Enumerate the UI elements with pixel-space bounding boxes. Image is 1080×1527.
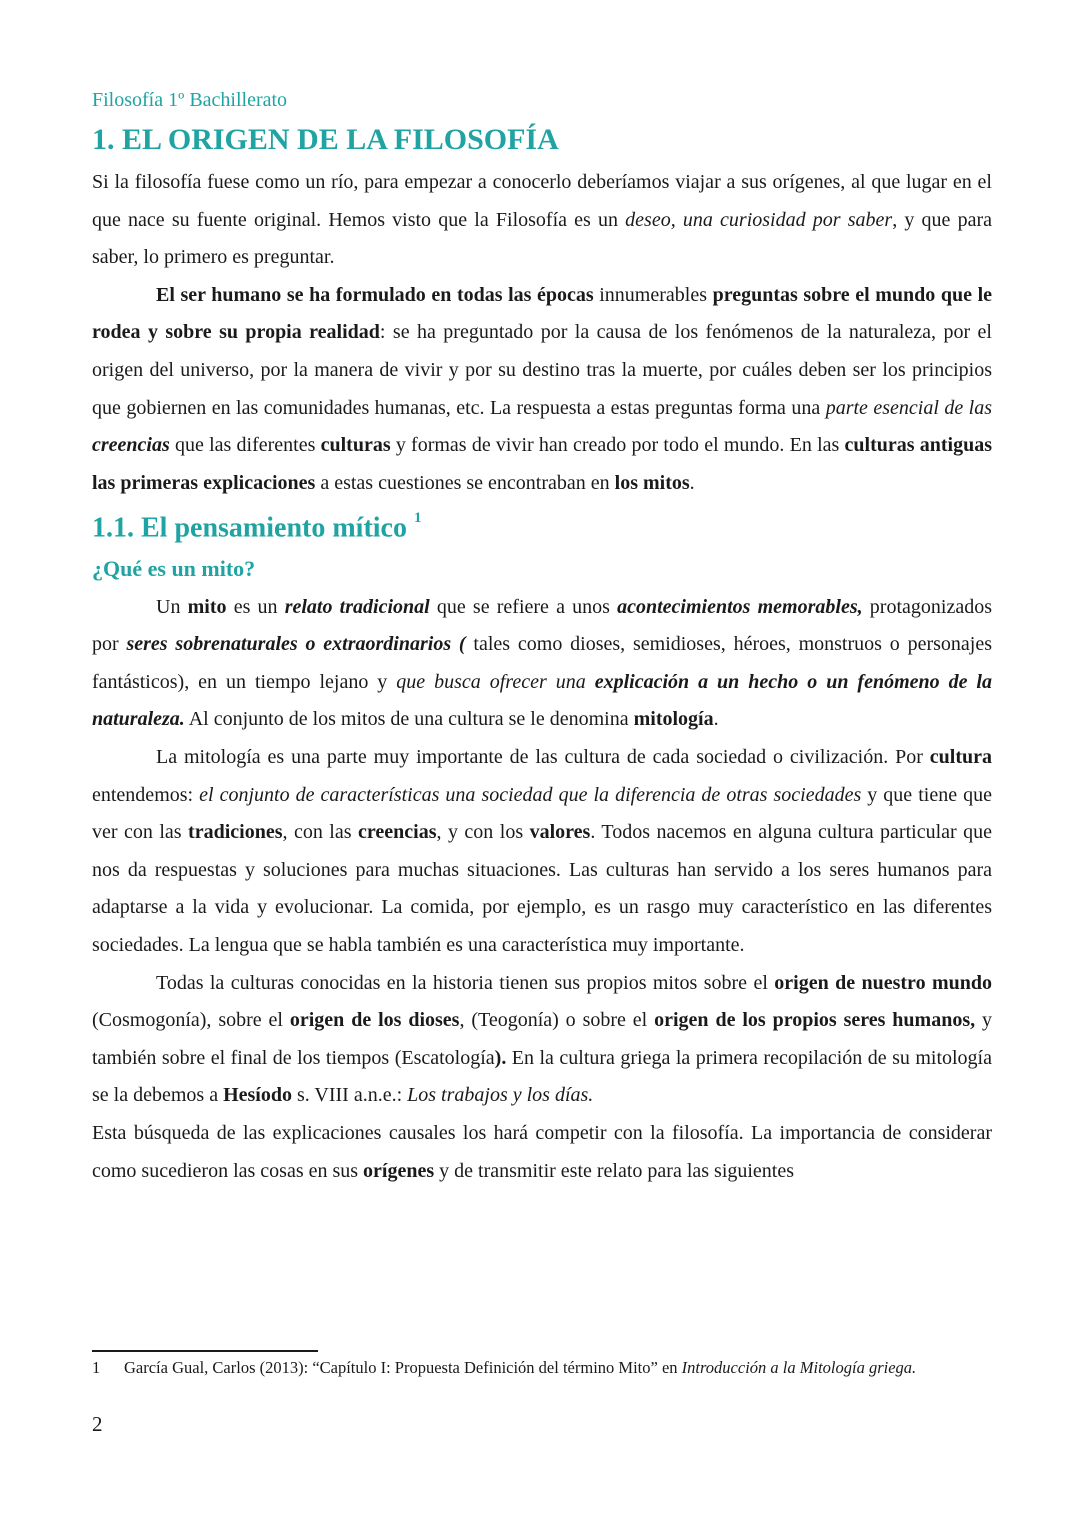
questions-paragraph: El ser humano se ha formulado en todas las épocas innumerables preguntas sobre el mundo que le rodea y sobre su propia realidad: se ha preguntado por la causa de los fenómenos de la naturaleza, por el origen del universo, por la manera de vivir y por su destino tras la muerte, por cuáles deben ser los principios que gobiernen en las comunidades humanas, etc. La respuesta a estas preguntas forma una parte esencial de las creencias que las diferentes culturas y formas de vivir han creado por todo el mundo. En las culturas antiguas las primeras explicaciones a estas cuestiones se encontraban en los mitos.	[92, 283, 993, 494]
myth-definition-paragraph: Un mito es un relato tradicional que se refiere a unos acontecimientos memorables, protagonizados por seres sobrenaturales o extraordinarios ( tales como dioses, semidioses, héroes, monstruos o personajes fantásticos), en un tiempo lejano y que busca ofrecer una explicación a un hecho o un fenómeno de la naturaleza. Al conjunto de los mitos de una cultura se le denomina mitología.	[92, 595, 992, 731]
page-number: 2	[92, 1412, 103, 1436]
intro-paragraph: Si la filosofía fuese como un río, para empezar a conocerlo deberíamos viajar a sus orígenes, al que lugar en el que nace su fuente original. Hemos visto que la Filosofía es un deseo, una curiosidad por saber, y que para saber, lo primero es preguntar.	[92, 171, 992, 269]
document-page	[92, 86, 992, 1190]
course-header: Filosofía 1º Bachillerato	[92, 89, 288, 111]
subsection-title: 1.1. El pensamiento mítico $^1$	[92, 510, 422, 544]
causal-explanations-paragraph: Esta búsqueda de las explicaciones causales los hará competir con la filosofía. La importancia de considerar como sucedieron las cosas en sus orígenes y de transmitir este relato para las siguientes	[92, 1121, 992, 1182]
subsection-subtitle: ¿Qué es un mito?	[92, 555, 256, 581]
origins-paragraph: Todas la culturas conocidas en la historia tienen sus propios mitos sobre el origen de nuestro mundo (Cosmogonía), sobre el origen de los dioses, (Teogonía) o sobre el origen de los propios seres humanos, y también sobre el final de los tiempos (Escatología). En la cultura griega la primera recopilación de su mitología se la debemos a Hesíodo s. VIII a.n.e.: Los trabajos y los días.	[92, 971, 993, 1107]
footnote-reference[interactable]: 1	[414, 510, 422, 527]
footnote-separator	[92, 1350, 318, 1352]
footnote-number: 1	[92, 1358, 101, 1377]
footnote-text: García Gual, Carlos (2013): “Capítulo I: Propuesta Definición del término Mito” en Introducción a la Mitología griega.	[124, 1358, 917, 1377]
section-title: 1. EL ORIGEN DE LA FILOSOFÍA	[92, 123, 559, 156]
footnote-book-title: Introducción a la Mitología griega.	[681, 1358, 917, 1377]
culture-paragraph: La mitología es una parte muy importante de las cultura de cada sociedad o civilización. Por cultura entendemos: el conjunto de características una sociedad que la diferencia de otras sociedades y que tiene que ver con las tradiciones, con las creencias, y con los valores. Todos nacemos en alguna cultura particular que nos da respuestas y soluciones para muchas situaciones. Las culturas han servido a los seres humanos para adaptarse a la vida y evolucionar. La comida, por ejemplo, es un rasgo muy característico en las diferentes sociedades. La lengua que se habla también es una característica muy importante.	[92, 746, 993, 957]
footnote	[92, 1357, 972, 1378]
